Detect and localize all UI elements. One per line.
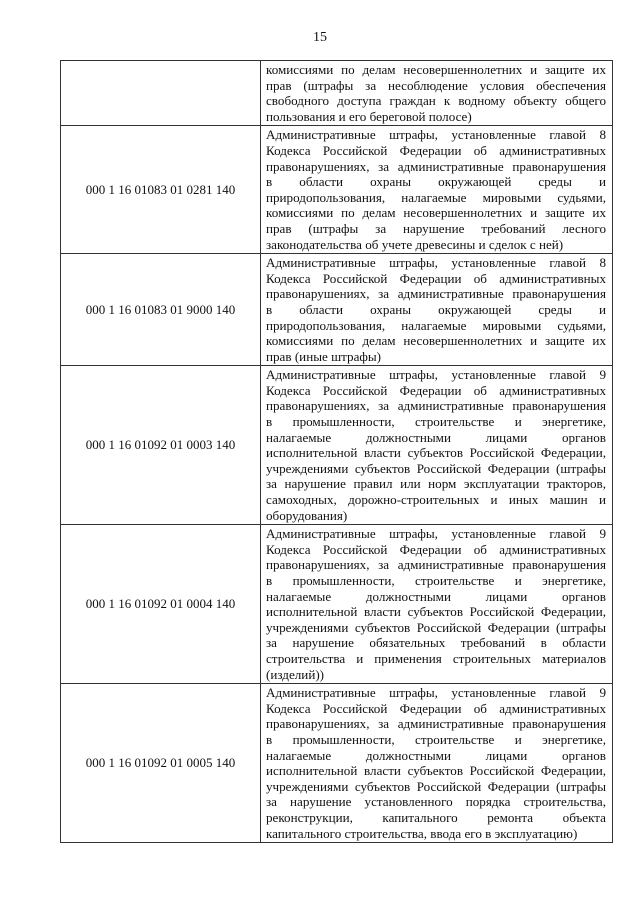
- description-line: в области охраны окружающей среды и: [266, 174, 606, 190]
- description-line: налагаемые должностными лицами органов: [266, 588, 606, 604]
- description-line: учреждениями субъектов Российской Федерации (штрафы: [266, 619, 606, 635]
- description-line: исполнительной власти субъектов Российской Федерации,: [266, 604, 606, 620]
- description-cell: [261, 61, 613, 126]
- description-cell: [261, 684, 613, 843]
- description-line: Административные штрафы, установленные главой 8: [266, 127, 606, 143]
- description-line: правонарушениях, за административные правонарушения: [266, 158, 606, 174]
- description-cell: [261, 126, 613, 254]
- budget-code-cell: 000 1 16 01083 01 9000 140: [61, 254, 261, 366]
- description-line: свободного доступа граждан к водному объекту общего: [266, 93, 606, 109]
- description-line: пользования и его береговой полосе): [266, 108, 472, 124]
- description-line: Административные штрафы, установленные главой 8: [266, 255, 606, 271]
- description-line: Административные штрафы, установленные главой 9: [266, 685, 606, 701]
- description-line: Кодекса Российской Федерации об административных: [266, 142, 606, 158]
- description-line: в промышленности, строительстве и энергетике,: [266, 731, 606, 747]
- description-line: исполнительной власти субъектов Российской Федерации,: [266, 763, 606, 779]
- description-line: Кодекса Российской Федерации об административных: [266, 700, 606, 716]
- table-row: [61, 684, 613, 843]
- description-line: Административные штрафы, установленные главой 9: [266, 526, 606, 542]
- page-number: 15: [313, 30, 327, 45]
- description-line: оборудования): [266, 507, 348, 523]
- description-line: в области охраны окружающей среды и: [266, 301, 606, 317]
- description-line: в промышленности, строительстве и энергетике,: [266, 573, 606, 588]
- description-line: учреждениями субъектов Российской Федерации (штрафы: [266, 460, 606, 476]
- description-line: комиссиями по делам несовершеннолетних и защите их: [266, 62, 606, 77]
- description-line: правонарушениях, за административные правонарушения: [266, 557, 606, 573]
- description-line: капитального строительства, ввода его в эксплуатацию): [266, 825, 578, 841]
- budget-codes-table: [60, 60, 613, 843]
- description-line: строительства и применения строительных материалов: [266, 650, 606, 666]
- description-line: правонарушениях, за административные правонарушения: [266, 398, 606, 414]
- description-line: прав (иные штрафы): [266, 348, 382, 364]
- table-row: [61, 126, 613, 254]
- description-line: за нарушение обязательных требований в области: [266, 635, 606, 651]
- description-line: в промышленности, строительстве и энергетике,: [266, 414, 606, 430]
- description-line: законодательства об учете древесины и сделок с ней): [266, 236, 564, 252]
- description-line: самоходных, дорожно-строительных и иных машин и: [266, 492, 606, 508]
- description-line: Кодекса Российской Федерации об административных: [266, 270, 606, 286]
- description-line: прав (штрафы за нарушение требований лесного: [266, 220, 606, 236]
- description-cell: [261, 525, 613, 684]
- description-line: реконструкции, капитального ремонта объекта: [266, 809, 606, 825]
- budget-code-cell: 000 1 16 01083 01 0281 140: [61, 126, 261, 254]
- description-line: за нарушение правил или норм эксплуатации тракторов,: [266, 476, 606, 492]
- description-line: комиссиями по делам несовершеннолетних и защите их: [266, 333, 606, 349]
- description-line: природопользования, налагаемые мировыми судьями,: [266, 189, 606, 205]
- budget-code-cell: 000 1 16 01092 01 0004 140: [61, 525, 261, 684]
- table-row: [61, 366, 613, 525]
- description-line: Кодекса Российской Федерации об административных: [266, 541, 606, 557]
- table-row: [61, 254, 613, 366]
- description-cell: [261, 254, 613, 366]
- budget-code-cell: 000 1 16 01092 01 0003 140: [61, 366, 261, 525]
- budget-code-cell: [61, 61, 261, 126]
- description-line: прав (штрафы за несоблюдение условия обеспечения: [266, 77, 606, 93]
- table-body: [61, 61, 613, 843]
- description-line: правонарушениях, за административные правонарушения: [266, 716, 606, 732]
- description-line: исполнительной власти субъектов Российской Федерации,: [266, 445, 606, 461]
- description-line: за нарушение установленного порядка строительства,: [266, 794, 606, 810]
- table-row: [61, 61, 613, 126]
- description-line: (изделий)): [266, 666, 325, 682]
- description-line: комиссиями по делам несовершеннолетних и защите их: [266, 205, 606, 221]
- description-cell: [261, 366, 613, 525]
- description-line: налагаемые должностными лицами органов: [266, 747, 606, 763]
- table-row: [61, 525, 613, 684]
- description-line: Кодекса Российской Федерации об административных: [266, 382, 606, 398]
- description-line: налагаемые должностными лицами органов: [266, 429, 606, 445]
- description-line: правонарушениях, за административные правонарушения: [266, 286, 606, 302]
- description-line: Административные штрафы, установленные главой 9: [266, 367, 606, 383]
- description-line: природопользования, налагаемые мировыми судьями,: [266, 317, 606, 333]
- description-line: учреждениями субъектов Российской Федерации (штрафы: [266, 778, 606, 794]
- budget-code-cell: 000 1 16 01092 01 0005 140: [61, 684, 261, 843]
